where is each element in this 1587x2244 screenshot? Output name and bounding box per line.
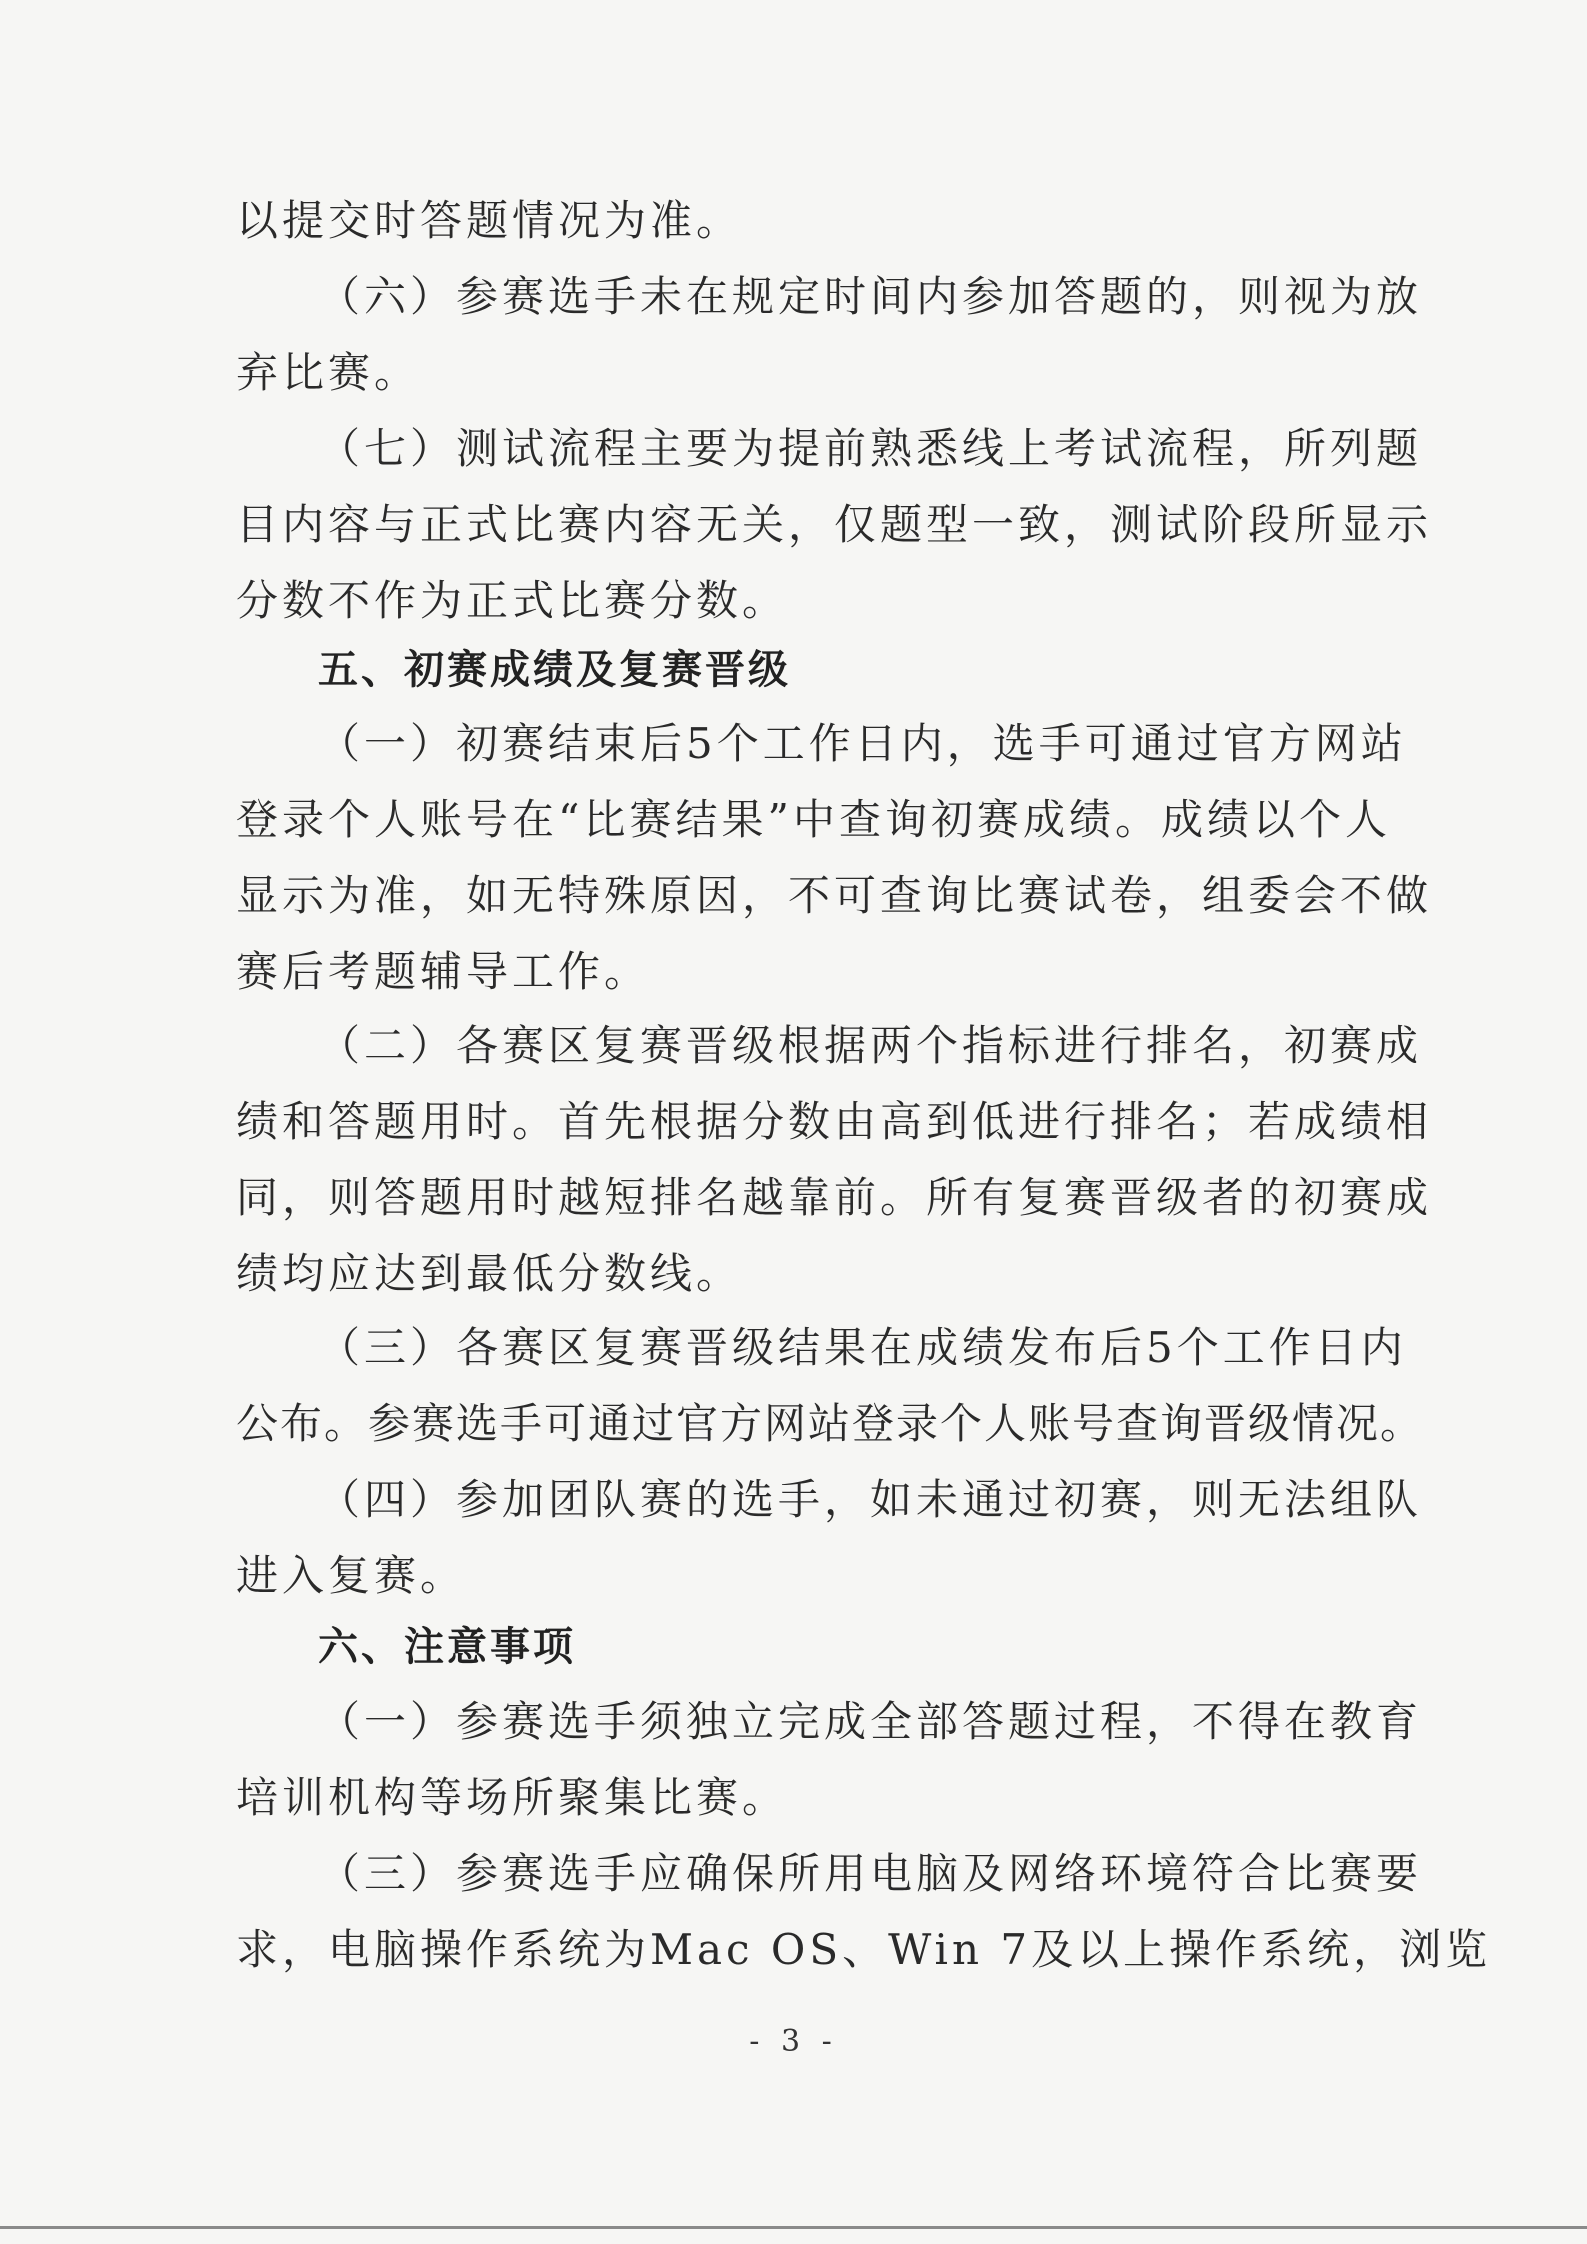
text-line: 进入复赛。 xyxy=(236,1551,467,1600)
text-line: 以提交时答题情况为准。 xyxy=(236,196,743,245)
text-line: 绩和答题用时。首先根据分数由高到低进行排名；若成绩相 xyxy=(236,1097,1433,1146)
page-bottom-edge xyxy=(0,2226,1587,2229)
text-line: 培训机构等场所聚集比赛。 xyxy=(236,1773,789,1822)
text-line: 赛后考题辅导工作。 xyxy=(236,947,651,996)
text-line: （三）参赛选手应确保所用电脑及网络环境符合比赛要 xyxy=(318,1849,1423,1898)
text-line: （一）初赛结束后5个工作日内，选手可通过官方网站 xyxy=(318,719,1407,768)
text-line: 目内容与正式比赛内容无关，仅题型一致，测试阶段所显示 xyxy=(236,500,1433,549)
text-line: 绩均应达到最低分数线。 xyxy=(236,1249,743,1298)
text-line: 弃比赛。 xyxy=(236,348,421,397)
text-line: （二）各赛区复赛晋级根据两个指标进行排名，初赛成 xyxy=(318,1021,1423,1070)
text-line: 显示为准，如无特殊原因，不可查询比赛试卷，组委会不做 xyxy=(236,871,1433,920)
text-line: 求，电脑操作系统为Mac OS、Win 7及以上操作系统，浏览 xyxy=(236,1925,1492,1974)
section-heading: 五、初赛成绩及复赛晋级 xyxy=(318,647,791,693)
text-line: （一）参赛选手须独立完成全部答题过程，不得在教育 xyxy=(318,1697,1423,1746)
text-line: 同，则答题用时越短排名越靠前。所有复赛晋级者的初赛成 xyxy=(236,1173,1433,1222)
text-line: 分数不作为正式比赛分数。 xyxy=(236,576,789,625)
text-line: （六）参赛选手未在规定时间内参加答题的，则视为放 xyxy=(318,272,1423,321)
section-heading: 六、注意事项 xyxy=(318,1624,576,1670)
text-line: （三）各赛区复赛晋级结果在成绩发布后5个工作日内 xyxy=(318,1323,1407,1372)
text-line: 登录个人账号在“比赛结果”中查询初赛成绩。成绩以个人 xyxy=(236,795,1391,844)
text-line: 公布。参赛选手可通过官方网站登录个人账号查询晋级情况。 xyxy=(236,1399,1425,1448)
text-line: （四）参加团队赛的选手，如未通过初赛，则无法组队 xyxy=(318,1475,1423,1524)
page-number: - 3 - xyxy=(749,2024,838,2059)
text-line: （七）测试流程主要为提前熟悉线上考试流程，所列题 xyxy=(318,424,1423,473)
